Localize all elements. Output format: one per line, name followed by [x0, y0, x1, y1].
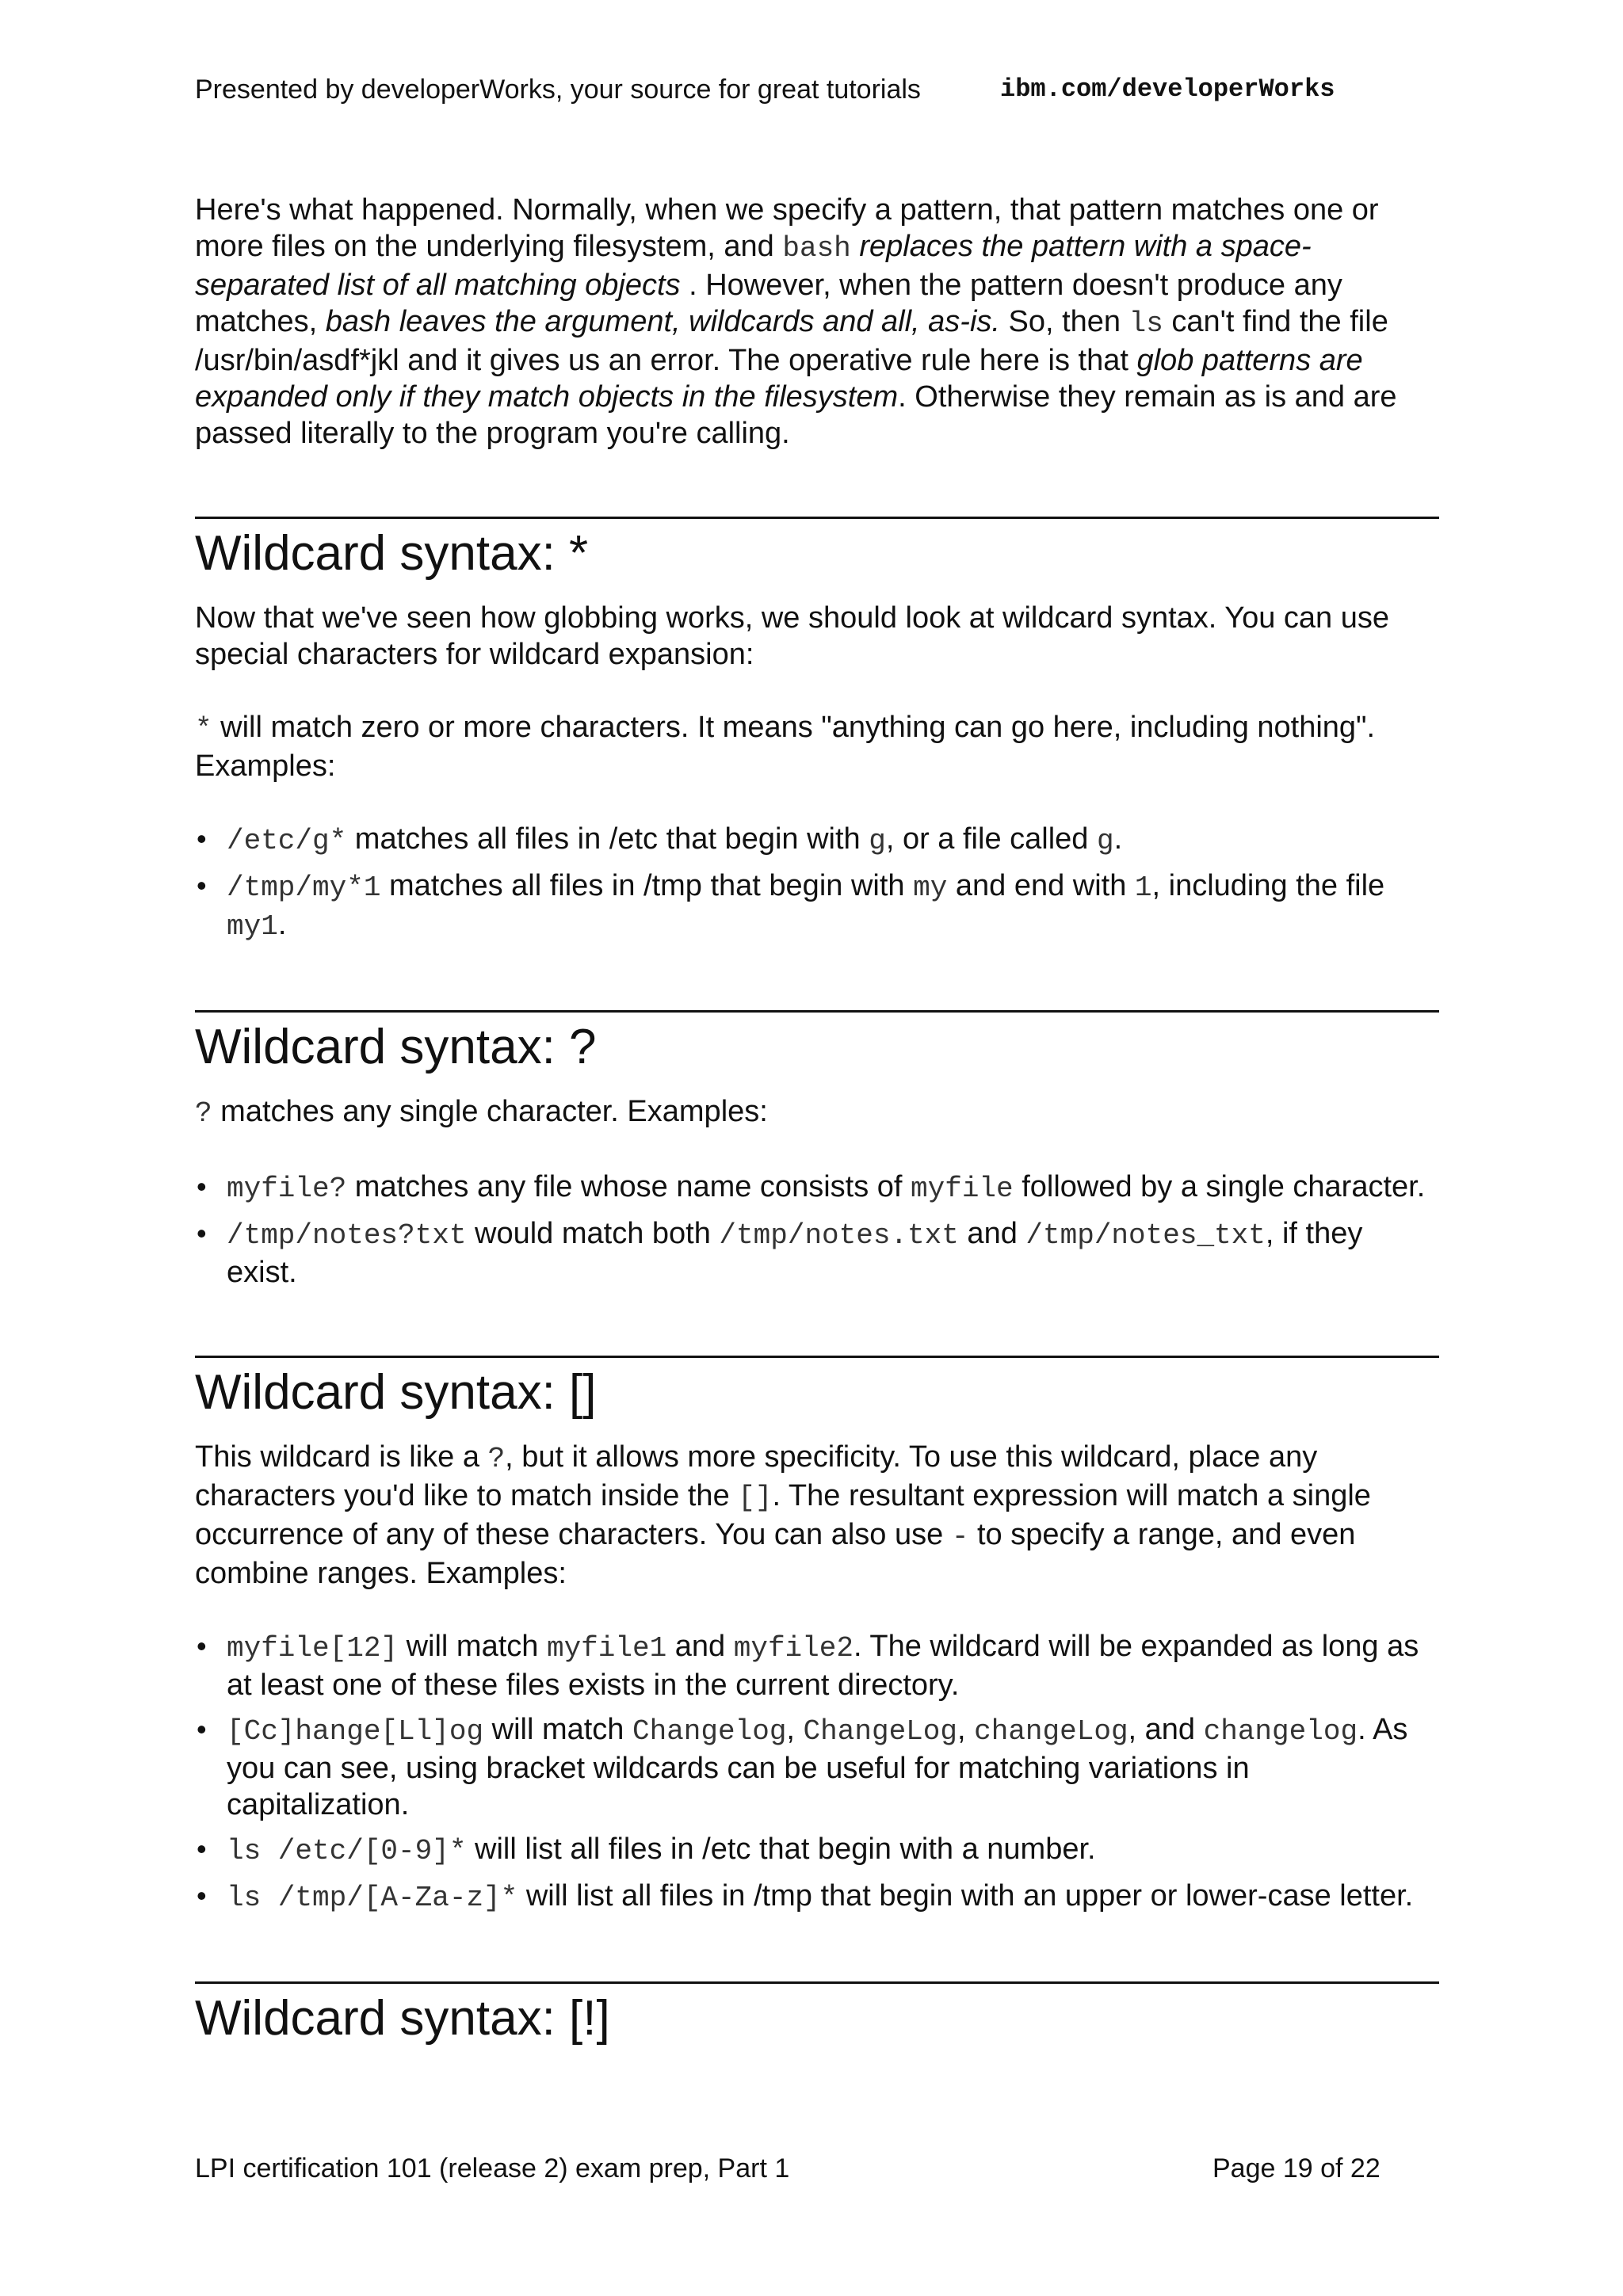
- code-snippet: ChangeLog: [803, 1715, 957, 1748]
- footer-doc-title: LPI certification 101 (release 2) exam prep, Part 1: [195, 2153, 790, 2183]
- section-star: [195, 517, 1439, 945]
- text: .: [277, 908, 287, 941]
- text: This wildcard is like a: [195, 1440, 488, 1474]
- bullet-icon: •: [197, 1630, 207, 1662]
- section-title: Wildcard syntax: ?: [195, 1020, 597, 1074]
- text: will list all files in /tmp that begin with an upper or lower-case letter.: [517, 1879, 1414, 1913]
- example-list: [195, 1169, 1439, 1291]
- code-bash: bash: [782, 232, 851, 265]
- text: and: [666, 1630, 734, 1663]
- intro-paragraph: [195, 192, 1439, 452]
- section-divider: [195, 1981, 1439, 1984]
- code-snippet: my: [913, 871, 948, 904]
- section-paragraph: [195, 709, 1439, 784]
- section-paragraph: Now that we've seen how globbing works, we should look at wildcard syntax. You can use special characters for wildcard expansion:: [195, 601, 1390, 671]
- code-snippet: myfile?: [227, 1173, 347, 1205]
- bullet-icon: •: [197, 822, 207, 855]
- code-snippet: /tmp/notes.txt: [719, 1219, 959, 1252]
- section-paragraph: [195, 1093, 1439, 1132]
- code-snippet: changelog: [1203, 1715, 1358, 1748]
- section-divider: [195, 517, 1439, 519]
- code-snippet: /etc/g*: [227, 825, 347, 857]
- text: will match: [483, 1713, 632, 1746]
- section-divider: [195, 1356, 1439, 1358]
- bullet-icon: •: [197, 1879, 207, 1912]
- section-negation: [195, 1981, 1439, 2049]
- bullet-icon: •: [197, 869, 207, 902]
- code-snippet: Changelog: [632, 1715, 787, 1748]
- text: can't find the file /usr/bin/asdf*jkl and it gives us an error. The operative rule here is that: [195, 305, 1388, 377]
- section-title: Wildcard syntax: [!]: [195, 1991, 610, 2046]
- code-snippet: g: [1096, 825, 1114, 857]
- code-snippet: *: [195, 713, 212, 746]
- emphasis: replaces the pattern with a space-separated list of all matching objects: [195, 230, 1312, 302]
- code-snippet: myfile[12]: [227, 1632, 399, 1665]
- list-item: [195, 1831, 1439, 1870]
- list-item: [195, 1711, 1439, 1823]
- code-snippet: myfile2: [733, 1632, 854, 1665]
- main-content: [195, 192, 1439, 2049]
- example-list: [195, 1628, 1439, 1917]
- text: , including the file: [1151, 869, 1385, 902]
- code-snippet: /tmp/my*1: [227, 871, 381, 904]
- list-item: [195, 1169, 1439, 1207]
- text: will match: [398, 1630, 547, 1663]
- code-snippet: [Cc]hange[Ll]og: [227, 1715, 484, 1748]
- text: will list all files in /etc that begin with a number.: [466, 1833, 1096, 1866]
- code-snippet: myfile1: [546, 1632, 667, 1665]
- section-divider: [195, 1010, 1439, 1013]
- section-paragraph: [195, 1439, 1439, 1592]
- section-title: Wildcard syntax: *: [195, 526, 589, 581]
- code-snippet: ls /tmp/[A-Za-z]*: [227, 1882, 518, 1914]
- page-number: Page 19 of 22: [1212, 2153, 1381, 2183]
- code-snippet: g: [869, 825, 886, 857]
- code-snippet: changeLog: [974, 1715, 1128, 1748]
- bullet-icon: •: [197, 1833, 207, 1865]
- code-ls: ls: [1128, 307, 1163, 340]
- list-item: [195, 821, 1439, 860]
- header-site-link[interactable]: ibm.com/developerWorks: [1000, 74, 1335, 104]
- text: matches all files in /tmp that begin with: [380, 869, 914, 902]
- text: and end with: [947, 869, 1135, 902]
- text: . Otherwise they remain as is and are passed literally to the program you're calling.: [195, 380, 1397, 450]
- list-item: [195, 1215, 1439, 1291]
- code-snippet: my1: [227, 910, 278, 943]
- section-brackets: [195, 1356, 1439, 1917]
- text: to specify a range, and even combine ranges. Examples:: [195, 1518, 1356, 1590]
- text: , or a file called: [885, 822, 1097, 856]
- code-snippet: /tmp/notes_txt: [1025, 1219, 1266, 1252]
- text: So, then: [999, 305, 1129, 338]
- code-snippet: /tmp/notes?txt: [227, 1219, 467, 1252]
- text: matches any single character. Examples:: [212, 1095, 768, 1128]
- bullet-icon: •: [197, 1713, 207, 1745]
- code-snippet: ?: [195, 1097, 212, 1130]
- text: matches any file whose name consists of: [346, 1170, 911, 1203]
- text: ,: [786, 1713, 804, 1746]
- text: .: [1113, 822, 1123, 856]
- code-snippet: 1: [1134, 871, 1152, 904]
- text: , and: [1128, 1713, 1204, 1746]
- text: . The resultant expression will match a single occurrence of any of these characters. You can also use: [195, 1479, 1371, 1551]
- code-snippet: -: [951, 1520, 969, 1553]
- text: will match zero or more characters. It means "anything can go here, including nothing". Examples:: [195, 711, 1376, 783]
- list-item: [195, 1628, 1439, 1703]
- text: . The wildcard will be expanded as long as at least one of these files exists in the current directory.: [227, 1630, 1419, 1702]
- text: matches all files in /etc that begin with: [346, 822, 869, 856]
- example-list: [195, 821, 1439, 945]
- emphasis: bash leaves the argument, wildcards and all, as-is.: [325, 305, 1000, 338]
- text: , if they exist.: [227, 1217, 1363, 1289]
- text: . As you can see, using bracket wildcards can be useful for matching variations in capitalization.: [227, 1713, 1408, 1821]
- list-item: [195, 868, 1439, 945]
- bullet-icon: •: [197, 1217, 207, 1249]
- text: . However, when the pattern doesn't produce any matches,: [195, 269, 1342, 338]
- section-question: [195, 1010, 1439, 1291]
- text: and: [958, 1217, 1026, 1250]
- text: followed by a single character.: [1013, 1170, 1426, 1203]
- text: would match both: [466, 1217, 720, 1250]
- emphasis: glob patterns are expanded only if they match objects in the filesystem: [195, 344, 1363, 414]
- text: ,: [957, 1713, 975, 1746]
- code-snippet: []: [738, 1482, 773, 1514]
- bullet-icon: •: [197, 1170, 207, 1203]
- header-tagline: Presented by developerWorks, your source for great tutorials: [195, 74, 921, 105]
- code-snippet: myfile: [911, 1173, 1014, 1205]
- text: , but it allows more specificity. To use this wildcard, place any characters you'd like to match inside the: [195, 1440, 1318, 1512]
- code-snippet: ?: [487, 1443, 506, 1475]
- text: Here's what happened. Normally, when we specify a pattern, that pattern matches one or more files on the underlying filesystem, and: [195, 193, 1379, 263]
- code-snippet: ls /etc/[0-9]*: [227, 1835, 467, 1867]
- section-title: Wildcard syntax: []: [195, 1365, 597, 1420]
- list-item: [195, 1878, 1439, 1917]
